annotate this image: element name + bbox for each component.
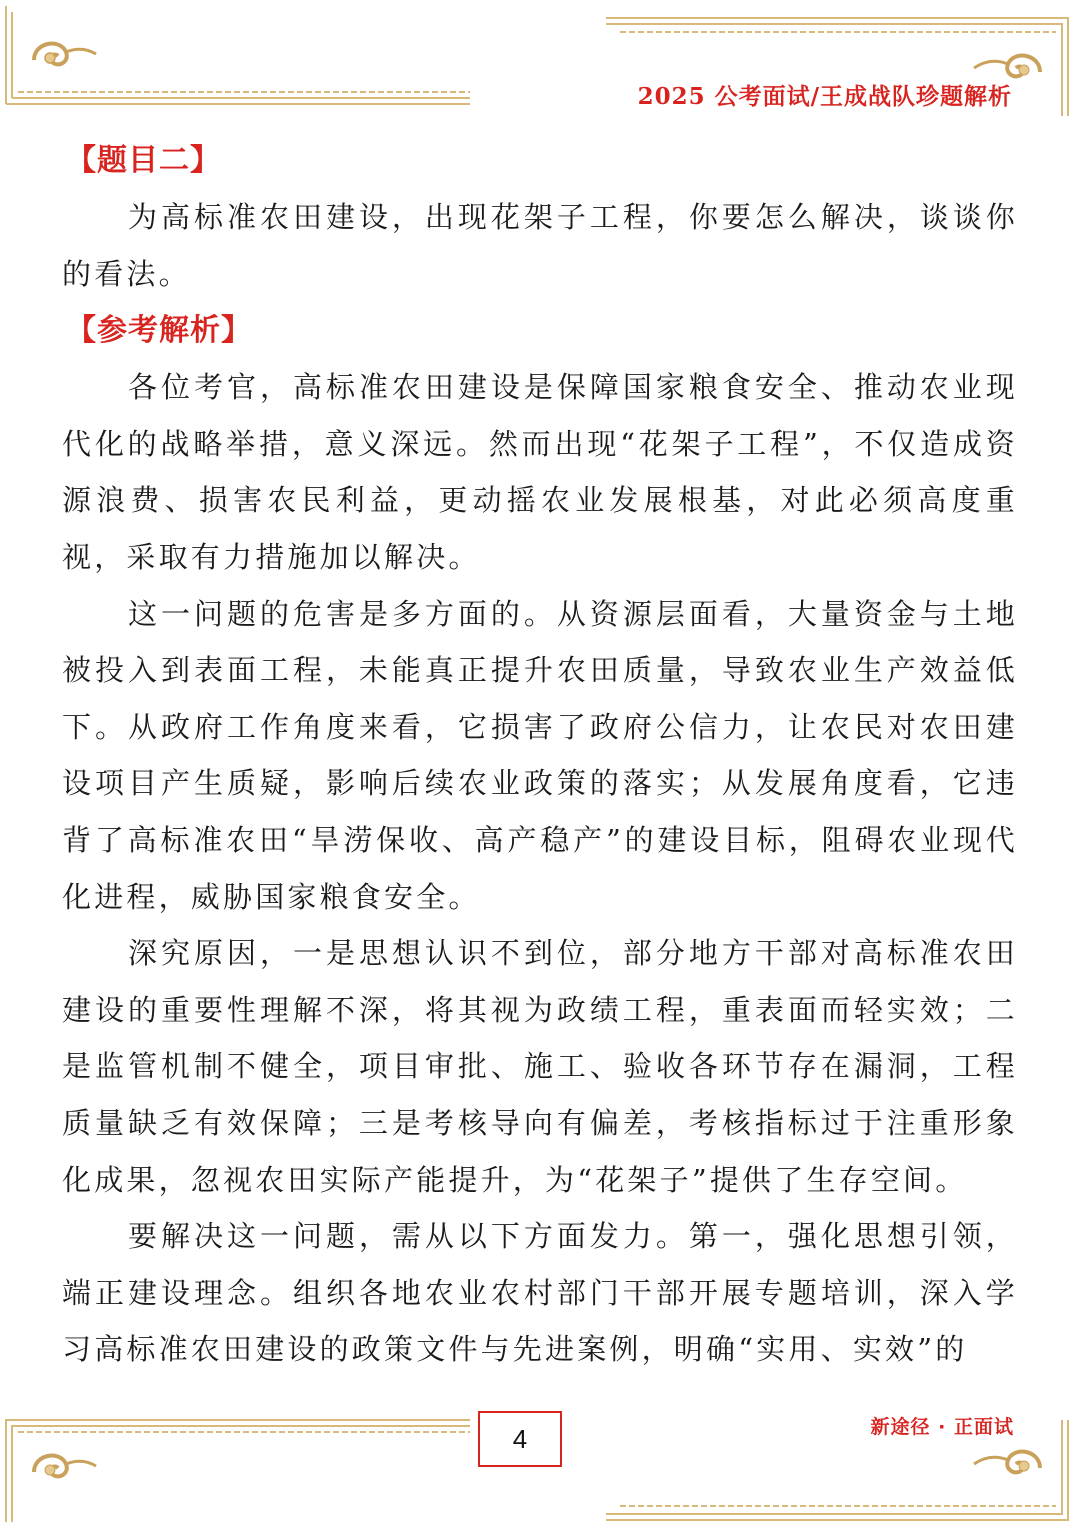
question-text: 为高标准农田建设，出现花架子工程，你要怎么解决，谈谈你的看法。: [62, 200, 1018, 291]
analysis-paragraph-harms: 这一问题的危害是多方面的。从资源层面看，大量资金与土地被投入到表面工程，未能真正提升农田质量，导致农业生产效益低下。从政府工作角度来看，它损害了政府公信力，让农民对农田建设项目产生质疑，影响后续农业政策的落实；从发展角度看，它违背了高标准农田“旱涝保收、高产稳产”的建设目标，阻碍农业现代化进程，威胁国家粮食安全。: [62, 596, 1018, 914]
bottom-left-border-ornament: [0, 1412, 480, 1528]
analysis-paragraph-solutions: 要解决这一问题，需从以下方面发力。第一，强化思想引领，端正建设理念。组织各地农业农村部门干部开展专题培训，深入学习高标准农田建设的政策文件与先进案例，明确“实用、实效”的: [62, 1219, 1018, 1367]
footer-brand: 新途径 · 正面试: [870, 1416, 1014, 1438]
page-number: 4: [478, 1411, 562, 1467]
analysis-heading: 【参考解析】: [66, 313, 252, 349]
document-body: [62, 132, 1018, 1378]
question-heading: 【题目二】: [66, 143, 221, 178]
analysis-paragraph-causes: 深究原因，一是思想认识不到位，部分地方干部对高标准农田建设的重要性理解不深，将其视为政绩工程，重表面而轻实效；二是监管机制不健全，项目审批、施工、验收各环节存在漏洞，工程质量缺乏有效保障；三是考核导向有偏差，考核指标过于注重形象化成果，忽视农田实际产能提升，为“花架子”提供了生存空间。: [62, 936, 1018, 1197]
top-left-border-ornament: [0, 0, 480, 110]
analysis-paragraph-intro: 各位考官，高标准农田建设是保障国家粮食安全、推动农业现代化的战略举措，意义深远。然而出现“花架子工程”，不仅造成资源浪费、损害农民利益，更动摇农业发展根基，对此必须高度重视，采取有力措施加以解决。: [62, 370, 1018, 574]
header-title: 2025 公考面试/王成战队珍题解析: [637, 83, 1012, 110]
